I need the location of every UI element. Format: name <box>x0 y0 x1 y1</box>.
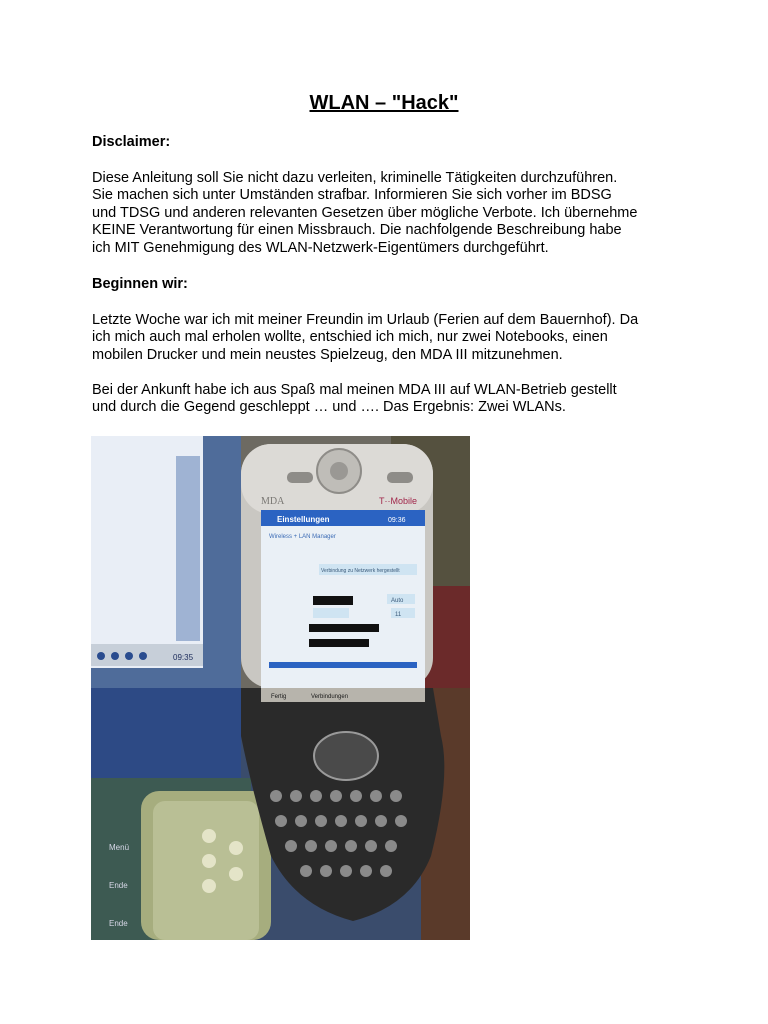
begin-heading: Beginnen wir: <box>92 276 188 292</box>
text-line: Diese Anleitung soll Sie nicht dazu verleiten, kriminelle Tätigkeiten durchzuführen. <box>92 170 618 186</box>
pad-key-label: Ende <box>109 919 128 928</box>
text-line: Sie machen sich unter Umständen strafbar. Informieren Sie sich vorher im BDSG <box>92 187 612 204</box>
pda-screen-subtitle: Wireless + LAN Manager <box>269 534 336 540</box>
pad-key-label: Ende <box>109 881 128 890</box>
mda-photo <box>91 436 470 940</box>
pad-key-label: Menü <box>109 843 130 852</box>
pda-field-value: 11 <box>395 612 402 618</box>
paragraph-arrival <box>92 382 692 417</box>
disclaimer-paragraph <box>92 170 692 257</box>
text-line: Letzte Woche war ich mit meiner Freundin im Urlaub (Ferien auf dem Bauernhof). Da <box>92 312 639 328</box>
paragraph-vacation <box>92 312 692 364</box>
text-line: und durch die Gegend geschleppt … und …. Das Ergebnis: Zwei WLANs. <box>92 399 566 416</box>
disclaimer-heading: Disclaimer: <box>92 134 171 150</box>
mda-photo-illustration <box>91 436 470 940</box>
text-line: ich MIT Genehmigung des WLAN-Netzwerk-Eigentümers durchgeführt. <box>92 239 549 256</box>
text-line: und TDSG und anderen relevanten Gesetzen über mögliche Verbote. Ich übernehme <box>92 204 638 221</box>
text-line: ich mich auch mal erholen wollte, entschied ich mich, nur zwei Notebooks, einen <box>92 329 608 346</box>
pda-screen-status: Verbindung zu Netzwerk hergestellt <box>321 568 400 574</box>
text-line: KEINE Verantwortung für einen Missbrauch. Die nachfolgende Beschreibung habe <box>92 222 622 239</box>
pda-screen-title: Einstellungen <box>277 515 330 524</box>
laptop-clock: 09:35 <box>173 653 194 662</box>
pda-field-auto: Auto <box>391 598 404 604</box>
pda-softkey-right: Verbindungen <box>311 694 349 700</box>
pda-screen-time: 09:36 <box>388 517 406 524</box>
device-carrier-label: T··Mobile <box>379 496 418 506</box>
text-line: Bei der Ankunft habe ich aus Spaß mal meinen MDA III auf WLAN-Betrieb gestellt <box>92 382 617 398</box>
text-line: mobilen Drucker und mein neustes Spielzeug, den MDA III mitzunehmen. <box>92 346 563 363</box>
document-title: WLAN – "Hack" <box>309 92 459 114</box>
device-brand-label: MDA <box>261 496 285 507</box>
pda-softkey-left: Fertig <box>271 694 287 700</box>
